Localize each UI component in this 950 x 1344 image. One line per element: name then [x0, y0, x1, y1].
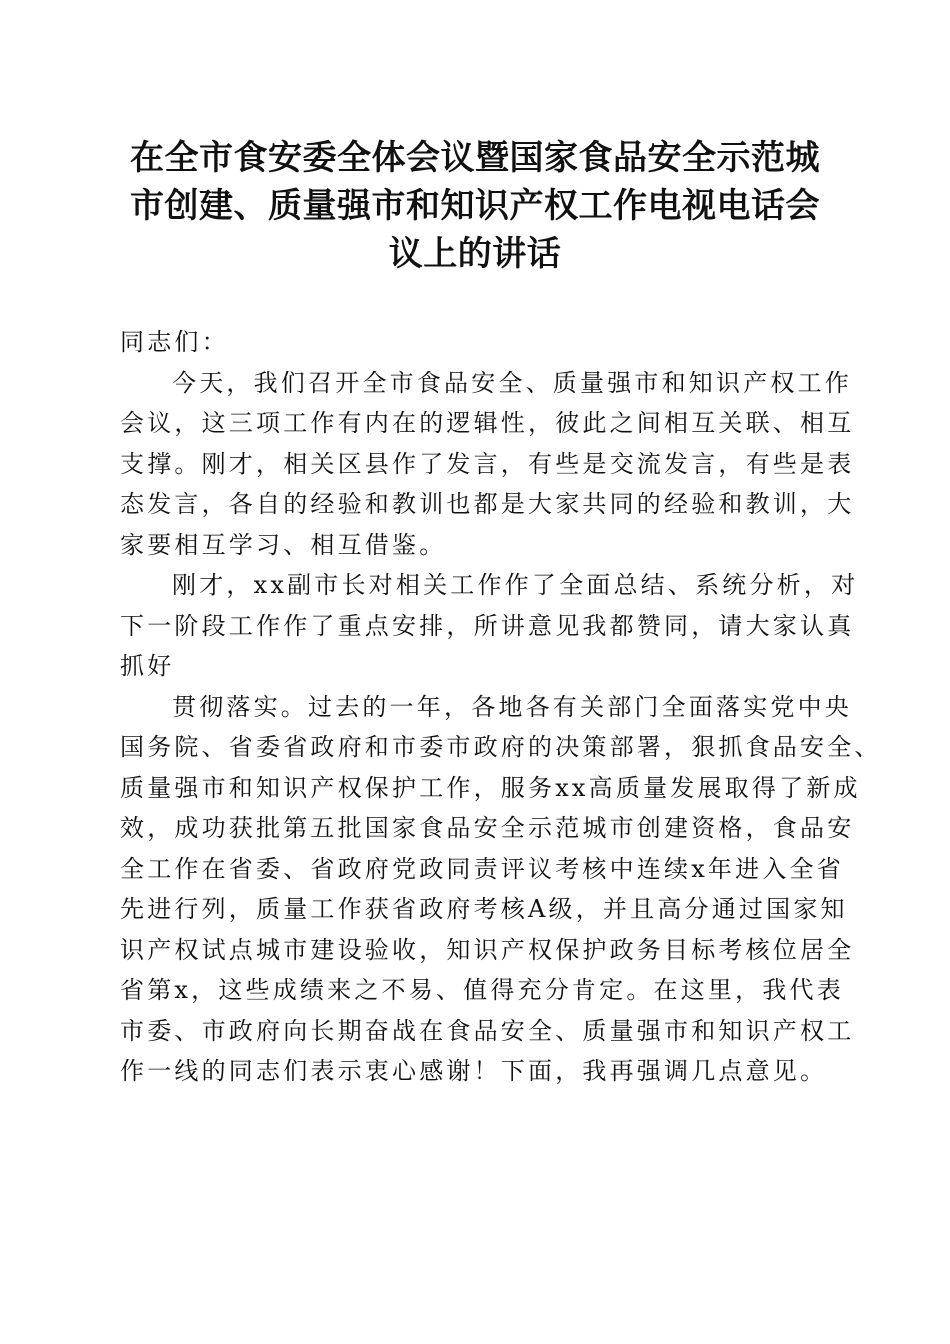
text-line: 省第x，这些成绩来之不易、值得充分肯定。在这里，我代表	[120, 976, 844, 1004]
text-line: 会议，这三项工作有内在的逻辑性，彼此之间相互关联、相互	[120, 409, 855, 437]
paragraph-1	[120, 363, 855, 566]
text-line: 刚才，xx副市长对相关工作作了全面总结、系统分析，对	[172, 571, 859, 599]
document-body	[120, 322, 882, 1092]
paragraph-3	[120, 687, 882, 1092]
text-line: 贯彻落实。过去的一年，各地各有关部门全面落实党中央	[172, 692, 852, 721]
text-line: 先进行列，质量工作获省政府考核A级，并且高分通过国家知	[120, 895, 848, 923]
text-line: 抓好	[120, 652, 175, 680]
text-line: 今天，我们召开全市食品安全、质量强市和知识产权工作	[172, 368, 852, 397]
paragraph-2	[120, 565, 859, 687]
text-line: 国务院、省委省政府和市委市政府的决策部署，狠抓食品安全、	[120, 733, 882, 761]
text-line: 支撑。刚才，相关区县作了发言，有些是交流发言，有些是表	[120, 449, 855, 478]
text-line: 识产权试点城市建设验收，知识产权保护政务目标考核位居全	[120, 935, 855, 964]
salutation: 同志们：	[120, 328, 229, 356]
title-line: 在全市食安委全体会议暨国家食品安全示范城	[130, 138, 820, 178]
text-line: 作一线的同志们表示衷心感谢！下面，我再强调几点意见。	[120, 1057, 828, 1085]
text-line: 家要相互学习、相互借鉴。	[120, 530, 447, 559]
text-line: 质量强市和知识产权保护工作，服务xx高质量发展取得了新成	[120, 773, 861, 802]
text-line: 市委、市政府向长期奋战在食品安全、质量强市和知识产权工	[120, 1016, 855, 1045]
text-line: 效，成功获批第五批国家食品安全示范城市创建资格，食品安	[120, 814, 855, 842]
text-line: 下一阶段工作作了重点安排，所讲意见我都赞同，请大家认真	[120, 611, 855, 640]
text-line: 态发言，各自的经验和教训也都是大家共同的经验和教训，大	[120, 490, 855, 518]
title-line: 市创建、质量强市和知识产权工作电视电话会	[130, 186, 820, 226]
text-line: 全工作在省委、省政府党政同责评议考核中连续x年进入全省	[120, 854, 844, 883]
title-line: 议上的讲话	[388, 234, 562, 274]
document-title	[110, 134, 840, 278]
